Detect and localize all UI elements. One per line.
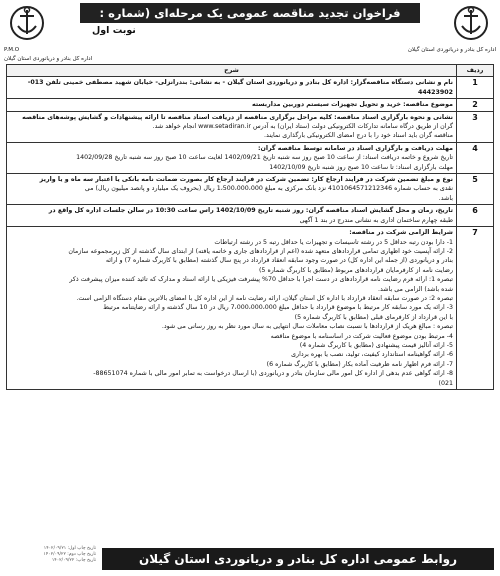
row-description bbox=[7, 205, 457, 227]
table-row bbox=[7, 142, 494, 173]
row-description bbox=[7, 174, 457, 205]
print-stamp bbox=[6, 546, 96, 564]
notice-title: فراخوان تجدید مناقصه عمومی یک مرحله‌ای (شماره : ۱۴۰۲/۱۲) bbox=[80, 3, 420, 23]
row-text-line: با این قرارداد از کارفرمای قبلی (مطابق با کاربرگ شماره 5) bbox=[294, 313, 453, 321]
row-text-line: 4- مرتبط بودن موضوع فعالیت شرکت در اساسنامه با موضوع مناقصه bbox=[270, 332, 453, 340]
tender-table bbox=[6, 64, 494, 390]
row-description bbox=[7, 227, 457, 390]
row-text-line: 6- ارائه گواهینامه استاندارد کیفیت، تولید، نصب یا بهره برداری bbox=[291, 351, 453, 359]
row-text-line: گران از طریق درگاه سامانه تدارکات الکترونیکی دولت (ستاد ایران) به آدرس www.setadiran.ir انجام خواهد شد. bbox=[152, 123, 453, 131]
row-text-line: 1- دارا بودن رتبه حداقل 5 در رشته تاسیسات و تجهیزات یا حداقل رتبه 5 در رشته ارتباطات bbox=[214, 238, 453, 246]
row-text-line: مناقصه گران باید اسناد خود را با درج امضای الکترونیکی بارگذاری نمایند. bbox=[264, 132, 453, 140]
row-text-line: شده باشد) الزامی می باشد. bbox=[378, 285, 453, 293]
table-row bbox=[7, 227, 494, 390]
row-text-line: موضوع مناقصه: خرید و تحویل تجهیزات سیستم دوربین مداربسته bbox=[252, 101, 453, 109]
row-text-line: رضایت نامه از کارفرمایان قراردادهای مربوط (مطابق با کاربرگ شماره 5) bbox=[258, 266, 453, 274]
row-text-line: باشد. bbox=[438, 194, 453, 202]
row-number: 4 bbox=[457, 142, 494, 173]
pmo-logo-icon bbox=[8, 4, 46, 48]
table-row bbox=[7, 205, 494, 227]
row-description bbox=[7, 99, 457, 111]
logo-caption-left: P.M.O bbox=[4, 47, 20, 53]
column-header-row: ردیف bbox=[457, 65, 494, 77]
notice-page bbox=[2, 0, 498, 576]
row-text-line: تبصره 1: ارائه فرم رضایت نامه قراردادهای در دست اجرا با حداقل 70% پیشرفت فیزیکی یا ارائه اسناد و مدارک که تائید کننده میزان پیشرفت ذکر bbox=[69, 276, 453, 284]
row-text-line: 3- ارائه یک مورد سابقه کار مرتبط با موضوع قرارداد با حداقل مبلغ 7،000،000،000 ریال در 10 سال گذشته و ارائه رضایتنامه مرتبط bbox=[103, 304, 453, 312]
row-text-line: بنادر و دریانوردی (از جمله این اداره کل) در صورت وجود سابقه انعقاد قرارداد در پنج سال گذشته (مطابق با کاربرگ شماره 7) و ارائه bbox=[105, 257, 453, 265]
row-text-line: طبقه چهارم ساختمان اداری به نشانی مندرج در بند 1 آگهی bbox=[299, 216, 453, 224]
row-text-line: شرایط الزامی شرکت در مناقصه: bbox=[349, 229, 453, 237]
row-text-line: نقدی به حساب شماره 4101064571212346 نزد بانک مرکزی به مبلغ 1،500،000،000 ریال (بحروف یک میلیارد و پانصد میلیون ریال) می bbox=[84, 185, 453, 193]
row-text-line: تاریخ شروع و خاتمه دریافت اسناد: از ساعت 10 صبح روز سه شنبه تاریخ 1402/09/21 لغایت ساعت 10 صبح روز سه شنبه تاریخ 1402/09/28 bbox=[76, 154, 453, 162]
row-text-line: مهلت بارگزاری اسناد: تا ساعت 10 صبح روز شنبه تاریخ 1402/10/09 bbox=[269, 163, 453, 171]
row-number: 1 bbox=[457, 77, 494, 99]
round-label: نوبت اول bbox=[92, 25, 136, 36]
row-text-line: 8- ارائه گواهی عدم بدهی از اداره کل امور مالی سازمان بنادر و دریانوردی (با ارسال درخواست به تمابر امور مالی با شماره 88651074- bbox=[93, 370, 453, 378]
stamp-line: تاریخ چاپ دوم: ۱۴۰۲/۰۹/۲۲ bbox=[43, 552, 96, 557]
column-header-description: شرح bbox=[7, 65, 457, 77]
stamp-line: تاریخ چاپ: ۱۴۰۲/۰۹/۲۲ bbox=[51, 558, 96, 563]
row-text-line: 5- ارائه آنالیز قیمت پیشنهادی (مطابق با کاربرگ شماره 4) bbox=[299, 341, 453, 349]
notice-footer bbox=[2, 544, 498, 576]
logo-subcaption-left: اداره کل بنادر و دریانوردی استان گیلان bbox=[4, 56, 93, 62]
table-row bbox=[7, 174, 494, 205]
table-body bbox=[7, 77, 494, 390]
stamp-line: تاریخ چاپ اول: ۱۴۰۲/۰۹/۲۱ bbox=[43, 546, 96, 551]
row-number: 2 bbox=[457, 99, 494, 111]
row-text-line: نشانی و نحوه بارگزاری اسناد مناقصه: کلیه مراحل برگزاری مناقصه از دریافت اسناد مناقصه تا ارائه پیشنهادات و گشایش پوشه‌های مناقصه bbox=[22, 113, 453, 121]
row-text-line: 7- ارائه فرم اظهار نامه ظرفیت آماده بکار (مطابق با کاربرگ شماره 6) bbox=[266, 360, 453, 368]
row-number: 5 bbox=[457, 174, 494, 205]
row-text-line: نام و نشانی دستگاه مناقصه‌گزار: اداره کل بنادر و دریانوردی استان گیلان - به نشانی: بندرانزلی- خیابان شهید مصطفی خمینی تلفن 013-44423902 bbox=[27, 79, 453, 96]
pmo-logo-right-icon bbox=[452, 4, 490, 48]
row-description bbox=[7, 77, 457, 99]
row-number: 7 bbox=[457, 227, 494, 390]
row-description bbox=[7, 142, 457, 173]
row-text-line: 021) bbox=[438, 379, 453, 387]
row-description bbox=[7, 111, 457, 142]
row-text-line: مهلت دریافت و بارگزاری اسناد در سامانه توسط مناقصه گران: bbox=[257, 144, 453, 152]
table-row bbox=[7, 77, 494, 99]
row-text-line: تبصره 2: در صورت سابقه انعقاد قرارداد با اداره کل استان گیلان، ارائه رضایت نامه از این اداره کل با امضای بالاترین مقام دستگاه الزامی است. bbox=[76, 294, 453, 302]
table-row bbox=[7, 99, 494, 111]
row-text-line: تاریخ، زمان و محل گشایش اسناد مناقصه گران: روز شنبه تاریخ 1402/10/09 راس ساعت 10:30 در سالن جلسات اداره کل واقع در bbox=[48, 207, 453, 215]
logo-caption-right: اداره کل بنادر و دریانوردی استان گیلان bbox=[407, 47, 496, 53]
row-text-line: تبصره : مبالغ هریک از قراردادها با نسبت نصاب معاملات سال انتهایی به سال مورد نظر به روز رسانی می شود. bbox=[161, 323, 453, 331]
notice-header bbox=[2, 0, 498, 66]
row-text-line: 2- ارائه آپسیت خود اظهاری تمامی قراردادهای متعهد شده (اعم از قراردادهای جاری و خاتمه یافته) از ابتدای سال گذشته از کل زیرمجموعه سازمان bbox=[68, 247, 453, 255]
footer-banner: روابط عمومی اداره کل بنادر و دریانوردی استان گیلان bbox=[102, 548, 494, 570]
row-text-line: نوع و مبلغ تضمین شرکت در فرایند ارجاع کار: تضمین شرکت در فرایند ارجاع کار بصورت ضمانت نامه بانکی یا اعتبار سه ماه و یا واریز bbox=[39, 176, 453, 184]
table-row bbox=[7, 111, 494, 142]
row-number: 6 bbox=[457, 205, 494, 227]
row-number: 3 bbox=[457, 111, 494, 142]
